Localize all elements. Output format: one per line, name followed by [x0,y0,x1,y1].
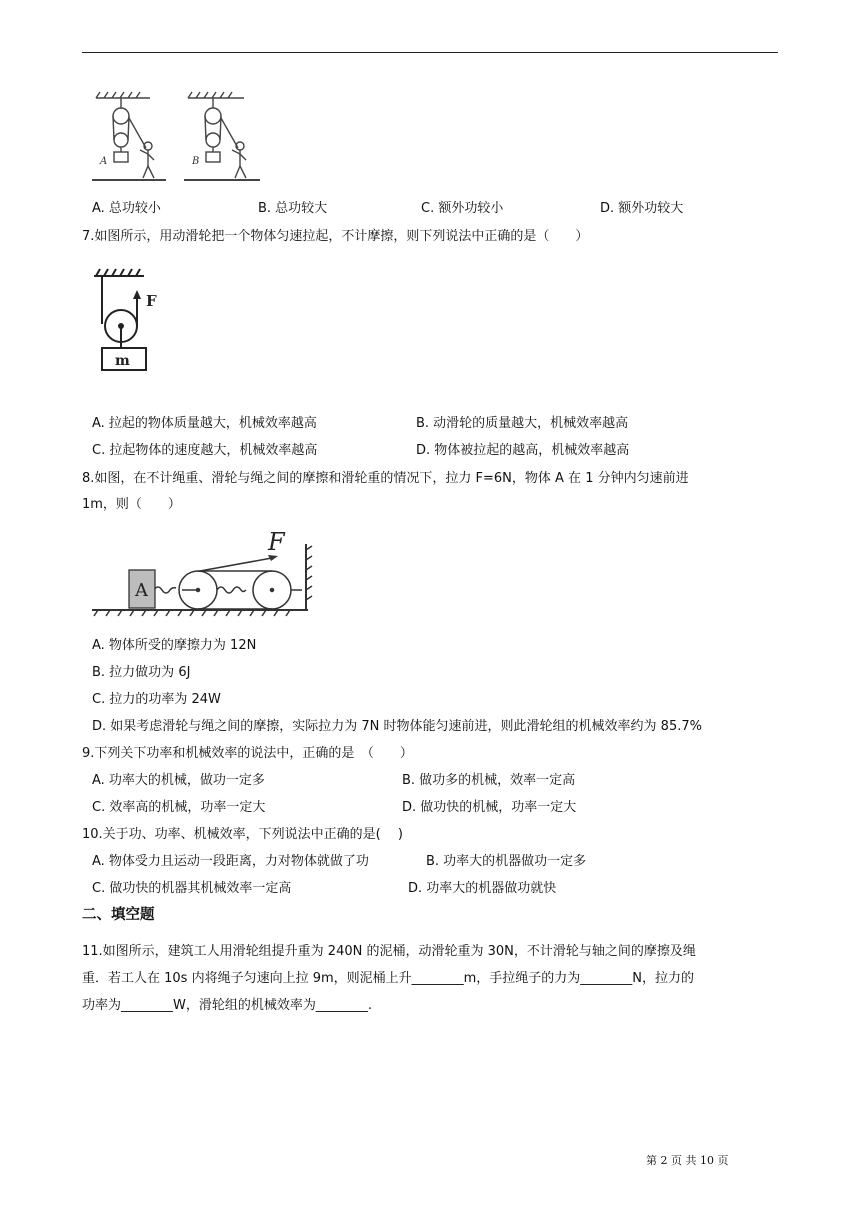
q9-option-c[interactable]: C. 效率高的机械，功率一定大 [92,800,266,815]
q10-option-d[interactable]: D. 功率大的机器做功就快 [408,881,557,896]
q8-fig-force-label: F [268,528,285,556]
q8-option-c[interactable]: C. 拉力的功率为 24W [92,692,221,707]
q8-option-b[interactable]: B. 拉力做功为 6J [92,665,191,680]
header-rule [82,52,778,53]
q6-fig-label-b: B [192,156,200,167]
q6-option-b[interactable]: B. 总功较大 [258,201,328,216]
q6-pulley-figure [88,88,270,186]
q10-stem: 10.关于功、功率、机械效率，下列说法中正确的是( ) [82,827,403,842]
q9-option-a[interactable]: A. 功率大的机械，做功一定多 [92,773,265,788]
q8-option-d[interactable]: D. 如果考虑滑轮与绳之间的摩擦，实际拉力为 7N 时物体能匀速前进，则此滑轮组的机械效率约为 85.7% [92,719,702,734]
q8-stem-line2: 1m，则（ ） [82,497,181,512]
q7-option-a[interactable]: A. 拉起的物体质量越大，机械效率越高 [92,416,317,431]
q10-option-b[interactable]: B. 功率大的机器做功一定多 [426,854,587,869]
q9-option-b[interactable]: B. 做功多的机械，效率一定高 [402,773,576,788]
q8-fig-block-label: A [135,580,148,601]
q7-stem: 7.如图所示，用动滑轮把一个物体匀速拉起，不计摩擦，则下列说法中正确的是（ ） [82,229,589,244]
q6-option-a[interactable]: A. 总功较小 [92,201,161,216]
q10-option-a[interactable]: A. 物体受力且运动一段距离，力对物体就做了功 [92,854,369,869]
q7-fig-force-label: F [146,292,157,310]
q8-pulley-figure [88,524,316,618]
q8-option-a[interactable]: A. 物体所受的摩擦力为 12N [92,638,257,653]
q6-fig-label-a: A [100,156,108,167]
q7-option-b[interactable]: B. 动滑轮的质量越大，机械效率越高 [416,416,629,431]
q9-option-d[interactable]: D. 做功快的机械，功率一定大 [402,800,577,815]
q7-fig-mass-label: m [115,353,130,369]
q10-option-c[interactable]: C. 做功快的机器其机械效率一定高 [92,881,292,896]
q9-stem: 9.下列关下功率和机械效率的说法中，正确的是 （ ） [82,746,413,761]
q11-line1: 11.如图所示，建筑工人用滑轮组提升重为 240N 的泥桶，动滑轮重为 30N，不计滑轮与轴之间的摩擦及绳 [82,944,696,959]
q7-option-d[interactable]: D. 物体被拉起的越高，机械效率越高 [416,443,630,458]
page-number-footer: 第 2 页 共 10 页 [646,1154,729,1167]
q7-pulley-figure [82,262,182,378]
q11-line2: 重．若工人在 10s 内将绳子匀速向上拉 9m，则泥桶上升________m，手拉绳子的力为________N，拉力的 [82,971,695,986]
section-heading-fill-blank: 二、填空题 [82,907,155,923]
q8-stem-line1: 8.如图，在不计绳重、滑轮与绳之间的摩擦和滑轮重的情况下，拉力 F=6N，物体 A 在 1 分钟内匀速前进 [82,471,689,486]
q11-line3: 功率为________W，滑轮组的机械效率为________. [82,998,372,1013]
q6-option-d[interactable]: D. 额外功较大 [600,201,684,216]
q7-option-c[interactable]: C. 拉起物体的速度越大，机械效率越高 [92,443,318,458]
q6-option-c[interactable]: C. 额外功较小 [421,201,504,216]
